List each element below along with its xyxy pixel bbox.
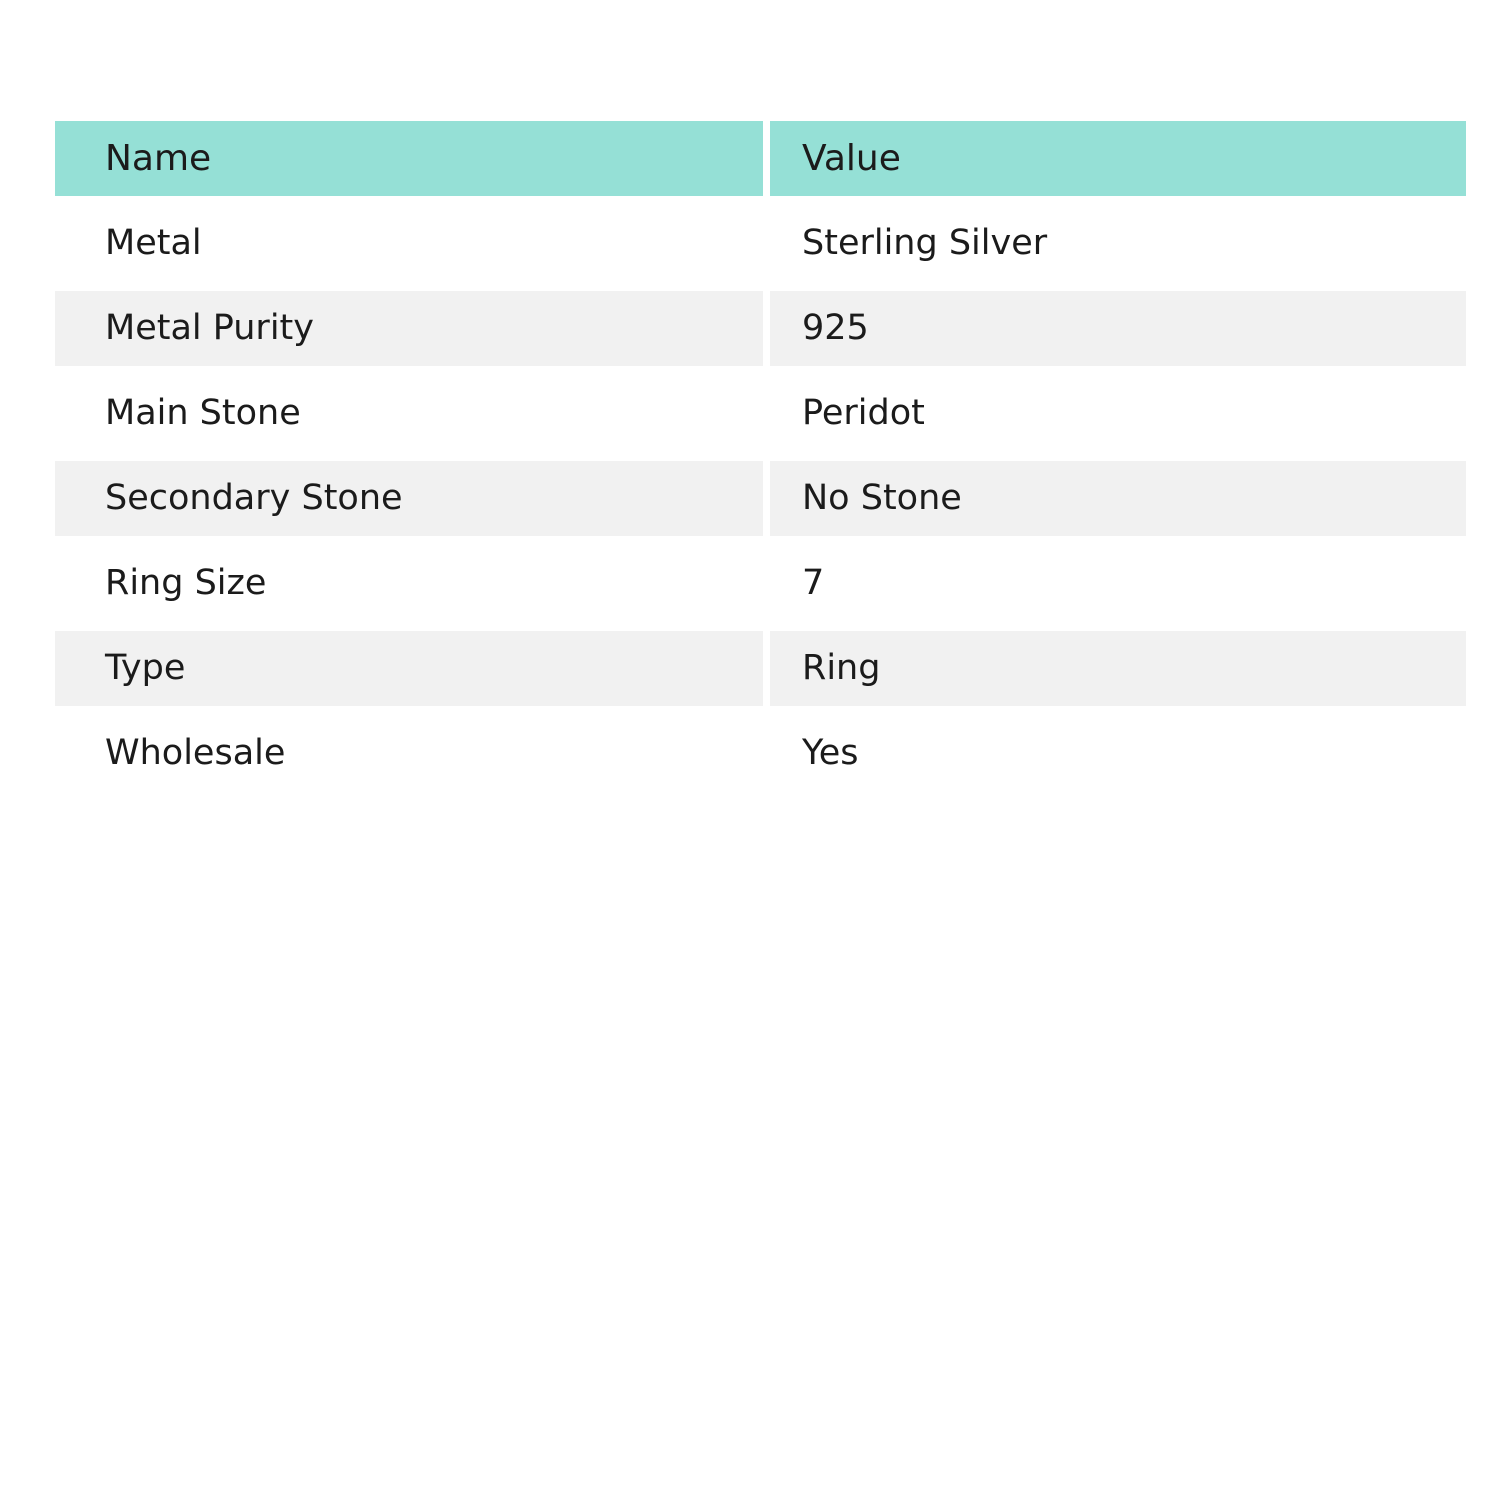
spec-value-cell: Sterling Silver xyxy=(770,206,1466,281)
table-row xyxy=(55,291,1466,366)
spec-value-cell: Yes xyxy=(770,716,1466,791)
table-header-row xyxy=(55,121,1466,196)
table-row xyxy=(55,376,1466,451)
column-header-name: Name xyxy=(55,121,763,196)
product-specs-table xyxy=(55,121,1466,801)
spec-value-cell: 925 xyxy=(770,291,1466,366)
spec-value-cell: Ring xyxy=(770,631,1466,706)
table-row xyxy=(55,716,1466,791)
table-body xyxy=(55,206,1466,791)
spec-name-cell: Secondary Stone xyxy=(55,461,763,536)
column-header-value: Value xyxy=(770,121,1466,196)
spec-name-cell: Metal Purity xyxy=(55,291,763,366)
table-row xyxy=(55,461,1466,536)
spec-value-cell: No Stone xyxy=(770,461,1466,536)
spec-value-cell: Peridot xyxy=(770,376,1466,451)
spec-name-cell: Main Stone xyxy=(55,376,763,451)
spec-name-cell: Metal xyxy=(55,206,763,281)
spec-name-cell: Type xyxy=(55,631,763,706)
table-row xyxy=(55,546,1466,621)
spec-value-cell: 7 xyxy=(770,546,1466,621)
table-row xyxy=(55,631,1466,706)
spec-name-cell: Wholesale xyxy=(55,716,763,791)
spec-name-cell: Ring Size xyxy=(55,546,763,621)
table-row xyxy=(55,206,1466,281)
